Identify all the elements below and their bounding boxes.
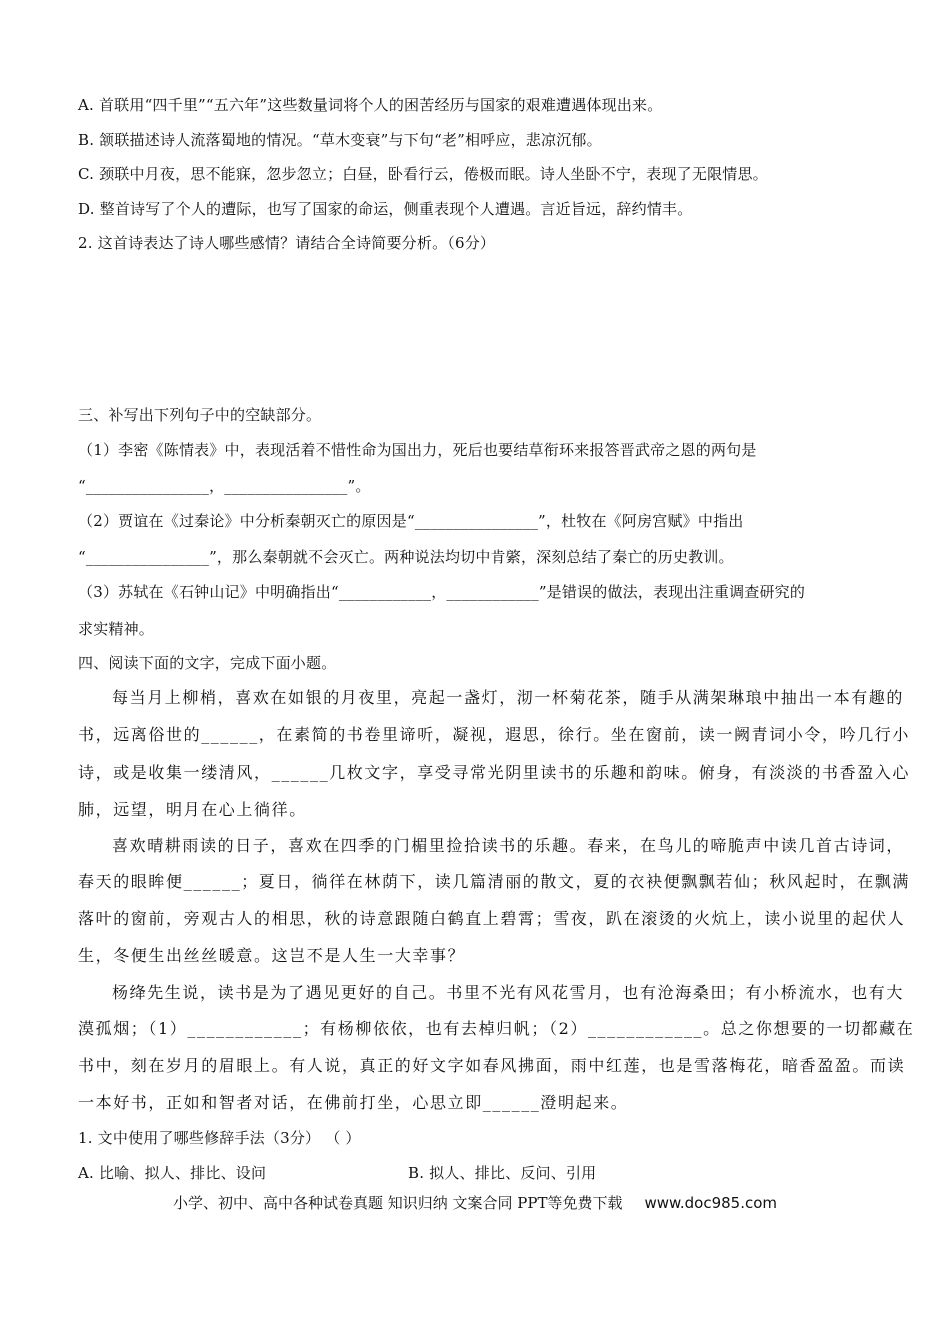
passage-line: 书中，刻在岁月的眉眼上。有人说，真正的好文字如春风拂面，雨中红莲，也是雪落梅花，暗香盈盈。而读 — [78, 1056, 906, 1075]
question-1: 1. 文中使用了哪些修辞手法（3分） （ ） — [78, 1129, 361, 1147]
fill-item-3-line-2: 求实精神。 — [78, 620, 155, 638]
question-2: 2. 这首诗表达了诗人哪些感情？请结合全诗简要分析。（6分） — [78, 234, 496, 252]
passage-line: 一本好书，正如和智者对话，在佛前打坐，心思立即______澄明起来。 — [78, 1093, 629, 1112]
section-four-heading: 四、阅读下面的文字，完成下面小题。 — [78, 654, 337, 672]
fill-item-3-line-1: （3）苏轼在《石钟山记》中明确指出“____________，____________”是错误的做法，表现出注重调查研究的 — [78, 583, 806, 601]
option-b: B. 颔联描述诗人流落蜀地的情况。“草木变衰”与下句“老”相呼应，悲凉沉郁。 — [78, 131, 602, 149]
fill-item-1-line-2: “________________，________________”。 — [78, 477, 371, 495]
passage-line: 肺，远望，明月在心上徜徉。 — [78, 800, 307, 819]
footer-text: 小学、初中、高中各种试卷真题 知识归纳 文案合同 PPT等免费下载 — [172, 1194, 623, 1212]
section-three-heading: 三、补写出下列句子中的空缺部分。 — [78, 406, 322, 424]
footer-site-link[interactable]: www.doc985.com — [644, 1194, 778, 1212]
passage-line: 春天的眼眸便______；夏日，徜徉在林荫下，读几篇清丽的散文，夏的衣袂便飘飘若仙；秋风起时，在飘满 — [78, 872, 911, 891]
choice-a: A. 比喻、拟人、排比、设问 — [78, 1164, 267, 1182]
option-c: C. 颈联中月夜，思不能寐，忽步忽立；白昼，卧看行云，倦极而眠。诗人坐卧不宁，表现了无限情思。 — [78, 165, 768, 183]
passage-line: 落叶的窗前，旁观古人的相思，秋的诗意跟随白鹤直上碧霄；雪夜，趴在滚烫的火炕上，读小说里的起伏人 — [78, 909, 906, 928]
passage-line: 每当月上柳梢，喜欢在如银的月夜里，亮起一盏灯，沏一杯菊花茶，随手从满架琳琅中抽出一本有趣的 — [112, 688, 905, 707]
passage-line: 喜欢晴耕雨读的日子，喜欢在四季的门楣里捡拾读书的乐趣。春来，在鸟儿的啼脆声中读几首古诗词， — [112, 836, 905, 855]
fill-item-2-line-1: （2）贾谊在《过秦论》中分析秦朝灭亡的原因是“________________”，杜牧在《阿房宫赋》中指出 — [78, 512, 744, 530]
passage-line: 漠孤烟；（1）____________；有杨柳依依，也有去棹归帆；（2）____________。总之你想要的一切都藏在 — [78, 1019, 915, 1038]
option-a: A. 首联用“四千里”“五六年”这些数量词将个人的困苦经历与国家的艰难遭遇体现出来。 — [78, 96, 663, 114]
passage-line: 书，远离俗世的______，在素简的书卷里谛听，凝视，遐思，徐行。坐在窗前，读一阙青词小令，吟几行小 — [78, 725, 911, 744]
passage-line: 杨绛先生说，读书是为了遇见更好的自己。书里不光有风花雪月，也有沧海桑田；有小桥流水，也有大 — [112, 983, 905, 1002]
fill-item-2-line-2: “________________”，那么秦朝就不会灭亡。两种说法均切中肯綮，深刻总结了秦亡的历史教训。 — [78, 548, 734, 566]
passage-line: 诗，或是收集一缕清风，______几枚文字，享受寻常光阴里读书的乐趣和韵味。俯身，有淡淡的书香盈入心 — [78, 763, 911, 782]
footer — [0, 1193, 950, 1213]
passage-line: 生，冬便生出丝丝暖意。这岂不是人生一大幸事？ — [78, 946, 466, 965]
option-d: D. 整首诗写了个人的遭际，也写了国家的命运，侧重表现个人遭遇。言近旨远，辞约情丰。 — [78, 200, 693, 218]
fill-item-1-line-1: （1）李密《陈情表》中，表现活着不惜性命为国出力，死后也要结草衔环来报答晋武帝之恩的两句是 — [78, 441, 757, 459]
choice-b: B. 拟人、排比、反问、引用 — [408, 1164, 597, 1182]
